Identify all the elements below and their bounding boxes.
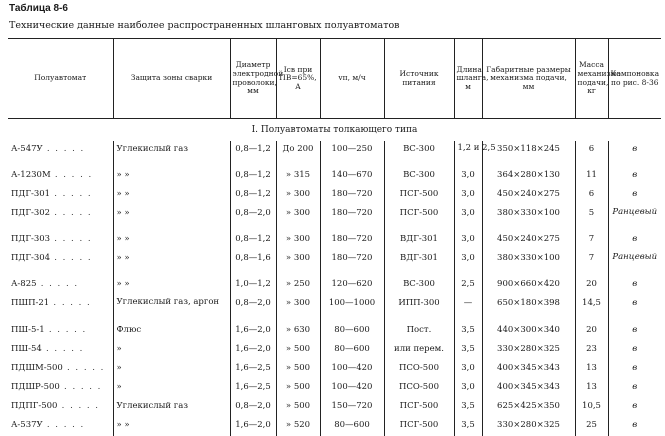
power-source: ВС-300 bbox=[384, 276, 454, 295]
shield-type: » » bbox=[113, 186, 230, 205]
leader-dots: . . . . . bbox=[59, 381, 102, 392]
table-row bbox=[8, 205, 661, 231]
feed-speed: 150—720 bbox=[320, 398, 384, 417]
machine-name-text: ПДГ-303 bbox=[11, 233, 51, 244]
wire-diameter: 0,8—1,2 bbox=[230, 141, 276, 167]
table-row bbox=[8, 341, 661, 360]
welding-current: » 520 bbox=[276, 417, 320, 436]
layout-ref: в bbox=[608, 379, 661, 398]
feeder-dimensions: 330×280×325 bbox=[482, 341, 575, 360]
leader-dots: . . . . . bbox=[50, 207, 93, 218]
power-source: ПСГ-500 bbox=[384, 186, 454, 205]
header-row bbox=[8, 39, 661, 119]
feeder-mass: 7 bbox=[575, 250, 608, 276]
feeder-dimensions: 400×345×343 bbox=[482, 360, 575, 379]
machine-name bbox=[8, 141, 113, 167]
layout-ref: в bbox=[608, 322, 661, 341]
machine-name bbox=[8, 417, 113, 436]
leader-dots: . . . . . bbox=[41, 343, 84, 354]
feeder-dimensions: 650×180×398 bbox=[482, 295, 575, 322]
shield-type: Углекислый газ bbox=[113, 141, 230, 167]
layout-ref: в bbox=[608, 276, 661, 295]
welding-current: » 630 bbox=[276, 322, 320, 341]
wire-diameter: 0,8—1,2 bbox=[230, 186, 276, 205]
shield-type: » » bbox=[113, 167, 230, 186]
layout-ref: в bbox=[608, 295, 661, 322]
hose-length: 3,0 bbox=[454, 379, 482, 398]
machine-name-text: А-1230М bbox=[11, 169, 51, 180]
leader-dots: . . . . . bbox=[57, 400, 100, 411]
layout-ref: в bbox=[608, 360, 661, 379]
wire-diameter: 0,8—1,2 bbox=[230, 231, 276, 250]
col-header: Габаритные размеры механизма подачи, мм bbox=[482, 39, 575, 119]
power-source: ВДГ-301 bbox=[384, 250, 454, 276]
hose-length: 3,5 bbox=[454, 322, 482, 341]
feeder-dimensions: 900×660×420 bbox=[482, 276, 575, 295]
feeder-dimensions: 440×300×340 bbox=[482, 322, 575, 341]
leader-dots: . . . . . bbox=[44, 324, 87, 335]
wire-diameter: 0,8—2,0 bbox=[230, 205, 276, 231]
hose-length: 3,5 bbox=[454, 398, 482, 417]
table-row bbox=[8, 186, 661, 205]
col-header: Iсв при ПВ=65%, А bbox=[276, 39, 320, 119]
machine-name-text: А-825 bbox=[11, 278, 37, 289]
welding-current: » 500 bbox=[276, 360, 320, 379]
feeder-mass: 20 bbox=[575, 276, 608, 295]
feeder-dimensions: 350×118×245 bbox=[482, 141, 575, 167]
power-source: или перем. bbox=[384, 341, 454, 360]
machine-name-text: А-547У bbox=[11, 143, 43, 154]
feeder-mass: 6 bbox=[575, 186, 608, 205]
feeder-dimensions: 400×345×343 bbox=[482, 379, 575, 398]
table-row bbox=[8, 295, 661, 322]
shield-type: » bbox=[113, 360, 230, 379]
power-source: ПСО-500 bbox=[384, 360, 454, 379]
wire-diameter: 1,0—1,2 bbox=[230, 276, 276, 295]
shield-type: Углекислый газ bbox=[113, 398, 230, 417]
col-header: Защита зоны сварки bbox=[113, 39, 230, 119]
table-row bbox=[8, 322, 661, 341]
col-header: Длина шланга, м bbox=[454, 39, 482, 119]
leader-dots: . . . . . bbox=[49, 297, 92, 308]
hose-length: — bbox=[454, 295, 482, 322]
hose-length: 3,0 bbox=[454, 360, 482, 379]
machine-name bbox=[8, 167, 113, 186]
wire-diameter: 1,6—2,0 bbox=[230, 341, 276, 360]
feeder-dimensions: 330×280×325 bbox=[482, 417, 575, 436]
shield-type: » » bbox=[113, 231, 230, 250]
table-subtitle: Технические данные наиболее распространенных шланговых полуавтоматов bbox=[9, 20, 400, 31]
shield-type: » » bbox=[113, 276, 230, 295]
layout-ref: Ранцевый bbox=[608, 205, 661, 231]
wire-diameter: 0,8—2,0 bbox=[230, 295, 276, 322]
welding-current: » 300 bbox=[276, 205, 320, 231]
feeder-dimensions: 380×330×100 bbox=[482, 205, 575, 231]
feeder-mass: 13 bbox=[575, 379, 608, 398]
hose-length: 3,0 bbox=[454, 250, 482, 276]
feed-speed: 120—620 bbox=[320, 276, 384, 295]
power-source: ПСО-500 bbox=[384, 379, 454, 398]
machine-name bbox=[8, 379, 113, 398]
leader-dots: . . . . . bbox=[42, 143, 85, 154]
layout-ref: в bbox=[608, 186, 661, 205]
table-row bbox=[8, 141, 661, 167]
col-header: Источник питания bbox=[384, 39, 454, 119]
feed-speed: 180—720 bbox=[320, 231, 384, 250]
layout-ref: Ранцевый bbox=[608, 250, 661, 276]
layout-ref: в bbox=[608, 398, 661, 417]
feed-speed: 180—720 bbox=[320, 186, 384, 205]
shield-type: » » bbox=[113, 417, 230, 436]
welding-current: » 300 bbox=[276, 231, 320, 250]
hose-length: 3,0 bbox=[454, 167, 482, 186]
welding-current: » 300 bbox=[276, 295, 320, 322]
col-header: Компоновка по рис. 8-36 bbox=[608, 39, 661, 119]
power-source: ИПП-300 bbox=[384, 295, 454, 322]
feed-speed: 140—670 bbox=[320, 167, 384, 186]
feeder-mass: 23 bbox=[575, 341, 608, 360]
feeder-dimensions: 364×280×130 bbox=[482, 167, 575, 186]
power-source: ВДГ-301 bbox=[384, 231, 454, 250]
feed-speed: 80—600 bbox=[320, 417, 384, 436]
machine-name bbox=[8, 398, 113, 417]
table-row bbox=[8, 398, 661, 417]
wire-diameter: 0,8—2,0 bbox=[230, 398, 276, 417]
machine-name-text: ПДШР-500 bbox=[11, 381, 60, 392]
shield-type: » » bbox=[113, 250, 230, 276]
feed-speed: 80—600 bbox=[320, 341, 384, 360]
table-row bbox=[8, 360, 661, 379]
hose-length: 3,5 bbox=[454, 341, 482, 360]
feeder-mass: 10,5 bbox=[575, 398, 608, 417]
col-header: vп, м/ч bbox=[320, 39, 384, 119]
col-header: Полуавтомат bbox=[8, 39, 113, 119]
power-source: ВС-300 bbox=[384, 141, 454, 167]
machine-name-text: ПДГ-302 bbox=[11, 207, 51, 218]
col-header: Диаметр электродной проволоки, мм bbox=[230, 39, 276, 119]
layout-ref: в bbox=[608, 141, 661, 167]
feed-speed: 180—720 bbox=[320, 250, 384, 276]
specs-table bbox=[8, 38, 661, 436]
machine-name bbox=[8, 322, 113, 341]
layout-ref: в bbox=[608, 341, 661, 360]
shield-type: Флюс bbox=[113, 322, 230, 341]
hose-length: 3,0 bbox=[454, 231, 482, 250]
wire-diameter: 1,6—2,0 bbox=[230, 417, 276, 436]
machine-name-text: ПДГ-301 bbox=[11, 188, 51, 199]
machine-name bbox=[8, 360, 113, 379]
hose-length: 3,5 bbox=[454, 417, 482, 436]
welding-current: » 500 bbox=[276, 398, 320, 417]
welding-current: » 250 bbox=[276, 276, 320, 295]
machine-name bbox=[8, 250, 113, 276]
hose-length: 1,2 и 2,5 bbox=[454, 141, 482, 167]
shield-type: » » bbox=[113, 205, 230, 231]
leader-dots: . . . . . bbox=[50, 252, 93, 263]
feeder-mass: 13 bbox=[575, 360, 608, 379]
machine-name bbox=[8, 205, 113, 231]
section-row bbox=[8, 119, 661, 141]
section-title: I. Полуавтоматы толкающего типа bbox=[251, 125, 418, 135]
feed-speed: 100—420 bbox=[320, 379, 384, 398]
leader-dots: . . . . . bbox=[36, 278, 79, 289]
layout-ref: в bbox=[608, 167, 661, 186]
leader-dots: . . . . . bbox=[42, 419, 85, 430]
machine-name-text: А-537У bbox=[11, 419, 43, 430]
feed-speed: 100—420 bbox=[320, 360, 384, 379]
hose-length: 2,5 bbox=[454, 276, 482, 295]
feeder-mass: 11 bbox=[575, 167, 608, 186]
machine-name bbox=[8, 276, 113, 295]
shield-type: Углекислый газ, аргон bbox=[113, 295, 230, 322]
table-row bbox=[8, 167, 661, 186]
wire-diameter: 1,6—2,5 bbox=[230, 379, 276, 398]
machine-name bbox=[8, 341, 113, 360]
feeder-mass: 7 bbox=[575, 231, 608, 250]
feeder-mass: 14,5 bbox=[575, 295, 608, 322]
machine-name-text: ПШП-21 bbox=[11, 297, 50, 308]
feeder-mass: 20 bbox=[575, 322, 608, 341]
table-row bbox=[8, 379, 661, 398]
layout-ref: в bbox=[608, 417, 661, 436]
feed-speed: 100—250 bbox=[320, 141, 384, 167]
col-header: Масса механизма подачи, кг bbox=[575, 39, 608, 119]
feeder-dimensions: 450×240×275 bbox=[482, 186, 575, 205]
power-source: Пост. bbox=[384, 322, 454, 341]
layout-ref: в bbox=[608, 231, 661, 250]
welding-current: » 500 bbox=[276, 379, 320, 398]
power-source: ВС-300 bbox=[384, 167, 454, 186]
shield-type: » bbox=[113, 341, 230, 360]
machine-name-text: ПДГ-304 bbox=[11, 252, 51, 263]
machine-name bbox=[8, 231, 113, 250]
hose-length: 3,0 bbox=[454, 205, 482, 231]
machine-name-text: ПШ-5-1 bbox=[11, 324, 45, 335]
machine-name bbox=[8, 295, 113, 322]
wire-diameter: 1,6—2,5 bbox=[230, 360, 276, 379]
table-row bbox=[8, 231, 661, 250]
table-row bbox=[8, 250, 661, 276]
leader-dots: . . . . . bbox=[50, 233, 93, 244]
machine-name-text: ПДПГ-500 bbox=[11, 400, 58, 411]
table-row bbox=[8, 276, 661, 295]
welding-current: До 200 bbox=[276, 141, 320, 167]
wire-diameter: 0,8—1,2 bbox=[230, 167, 276, 186]
power-source: ПСГ-500 bbox=[384, 398, 454, 417]
machine-name-text: ПДШМ-500 bbox=[11, 362, 63, 373]
feeder-dimensions: 450×240×275 bbox=[482, 231, 575, 250]
feeder-dimensions: 625×425×350 bbox=[482, 398, 575, 417]
power-source: ПСГ-500 bbox=[384, 417, 454, 436]
machine-name bbox=[8, 186, 113, 205]
leader-dots: . . . . . bbox=[62, 362, 105, 373]
feeder-mass: 6 bbox=[575, 141, 608, 167]
welding-current: » 300 bbox=[276, 186, 320, 205]
shield-type: » bbox=[113, 379, 230, 398]
leader-dots: . . . . . bbox=[50, 169, 93, 180]
wire-diameter: 1,6—2,0 bbox=[230, 322, 276, 341]
power-source: ПСГ-500 bbox=[384, 205, 454, 231]
welding-current: » 500 bbox=[276, 341, 320, 360]
leader-dots: . . . . . bbox=[50, 188, 93, 199]
welding-current: » 315 bbox=[276, 167, 320, 186]
feed-speed: 180—720 bbox=[320, 205, 384, 231]
feeder-mass: 25 bbox=[575, 417, 608, 436]
table-title: Таблица 8-6 bbox=[9, 3, 68, 14]
feed-speed: 100—1000 bbox=[320, 295, 384, 322]
welding-current: » 300 bbox=[276, 250, 320, 276]
wire-diameter: 0,8—1,6 bbox=[230, 250, 276, 276]
hose-length: 3,0 bbox=[454, 186, 482, 205]
feeder-mass: 5 bbox=[575, 205, 608, 231]
feeder-dimensions: 380×330×100 bbox=[482, 250, 575, 276]
table-row bbox=[8, 417, 661, 436]
machine-name-text: ПШ-54 bbox=[11, 343, 42, 354]
feed-speed: 80—600 bbox=[320, 322, 384, 341]
